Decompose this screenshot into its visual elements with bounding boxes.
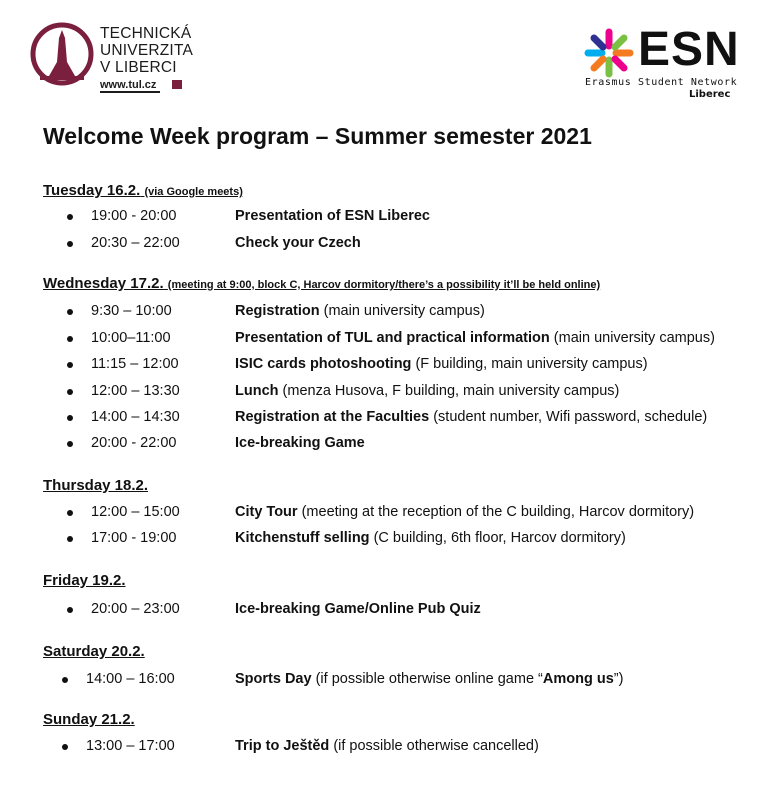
event-title: Presentation of ESN Liberec [235,208,430,224]
event-time: 12:00 – 15:00 [91,504,180,520]
event-title-text: Trip to Ještěd [235,738,330,754]
event-detail-highlight: Among us [542,671,614,687]
list-item [0,328,783,350]
event-title [235,330,715,346]
event-detail: (main university campus) [323,303,485,319]
list-item [0,433,783,455]
day-heading [43,477,148,494]
day-heading-note: (meeting at 9:00, block C, Harcov dormitory/there’s a possibility it’ll be held online) [167,279,601,291]
tul-logo-accent-bar [172,80,182,89]
event-time: 11:15 – 12:00 [91,356,179,372]
event-time: 20:00 - 22:00 [91,435,177,451]
day-heading-label: Wednesday 17.2. [43,275,164,292]
event-time: 20:00 – 23:00 [91,601,180,617]
event-time: 10:00–11:00 [91,330,171,346]
event-detail: (meeting at the reception of the C building, Harcov dormitory) [301,504,695,520]
day-heading-label: Friday 19.2. [43,572,126,589]
event-time: 20:30 – 22:00 [91,235,180,251]
event-detail: (if possible otherwise cancelled) [333,738,539,754]
event-time: 14:00 – 14:30 [91,409,180,425]
bullet-icon [67,214,73,220]
day-heading-label: Tuesday 16.2. [43,182,141,199]
bullet-icon [67,510,73,516]
day-heading [43,711,135,728]
event-detail-end: ”) [613,671,624,687]
list-item [0,669,783,691]
day-heading-note: (via Google meets) [144,186,243,198]
event-title: Check your Czech [235,235,361,251]
event-time: 9:30 – 10:00 [91,303,172,319]
event-title-text: Registration at the Faculties [235,409,430,425]
event-title [235,409,707,425]
day-heading [43,643,145,660]
list-item [0,407,783,429]
event-title-text: Sports Day [235,671,312,687]
event-title-text: ISIC cards photoshooting [235,356,412,372]
day-heading [43,182,243,199]
bullet-icon [67,336,73,342]
list-item [0,736,783,758]
tul-logo-line: UNIVERZITA [100,42,193,59]
event-time: 12:00 – 13:30 [91,383,180,399]
event-title-text: Kitchenstuff selling [235,530,370,546]
event-title [235,356,648,372]
event-detail: (main university campus) [553,330,715,346]
event-detail [316,671,624,687]
day-heading-label: Thursday 18.2. [43,477,149,494]
bullet-icon [67,309,73,315]
day-heading [43,275,600,292]
list-item [0,599,783,621]
esn-logo-city: Liberec [689,89,731,100]
event-detail: (menza Husova, F building, main university campus) [282,383,620,399]
event-title-text: Lunch [235,383,279,399]
day-heading-label: Sunday 21.2. [43,711,135,728]
event-detail-start: (if possible otherwise online game “ [315,671,543,687]
event-title-text: City Tour [235,504,298,520]
list-item [0,381,783,403]
event-detail: (C building, 6th floor, Harcov dormitory) [373,530,626,546]
event-title [235,738,539,754]
tul-logo-url: www.tul.cz [100,80,160,93]
list-item [0,528,783,550]
list-item [0,301,783,323]
event-time: 14:00 – 16:00 [86,671,175,687]
esn-logo-word: ESN [638,23,740,76]
event-title [235,530,626,546]
event-title [235,504,694,520]
page-title: Welcome Week program – Summer semester 2021 [43,123,592,149]
tul-logo-line: TECHNICKÁ [100,25,192,42]
bullet-icon [67,241,73,247]
bullet-icon [67,362,73,368]
event-detail: (student number, Wifi password, schedule) [433,409,708,425]
esn-logo-subtitle: Erasmus Student Network [585,77,738,88]
event-title [235,303,485,319]
list-item [0,354,783,376]
tul-logo-text [100,25,193,76]
event-title-text: Registration [235,303,320,319]
bullet-icon [67,389,73,395]
bullet-icon [67,441,73,447]
esn-star-icon [584,28,634,78]
bullet-icon [62,677,68,683]
event-title: Ice-breaking Game/Online Pub Quiz [235,601,481,617]
day-heading [43,572,126,589]
event-time: 17:00 - 19:00 [91,530,177,546]
list-item [0,206,783,228]
tul-logo-line: V LIBERCI [100,59,177,76]
event-time: 19:00 - 20:00 [91,208,177,224]
day-heading-label: Saturday 20.2. [43,643,145,660]
event-time: 13:00 – 17:00 [86,738,175,754]
event-title [235,671,623,687]
bullet-icon [62,744,68,750]
bullet-icon [67,536,73,542]
list-item [0,502,783,524]
event-title [235,383,619,399]
bullet-icon [67,607,73,613]
bullet-icon [67,415,73,421]
event-detail: (F building, main university campus) [415,356,648,372]
event-title: Ice-breaking Game [235,435,365,451]
event-title-text: Presentation of TUL and practical information [235,330,550,346]
list-item [0,233,783,255]
